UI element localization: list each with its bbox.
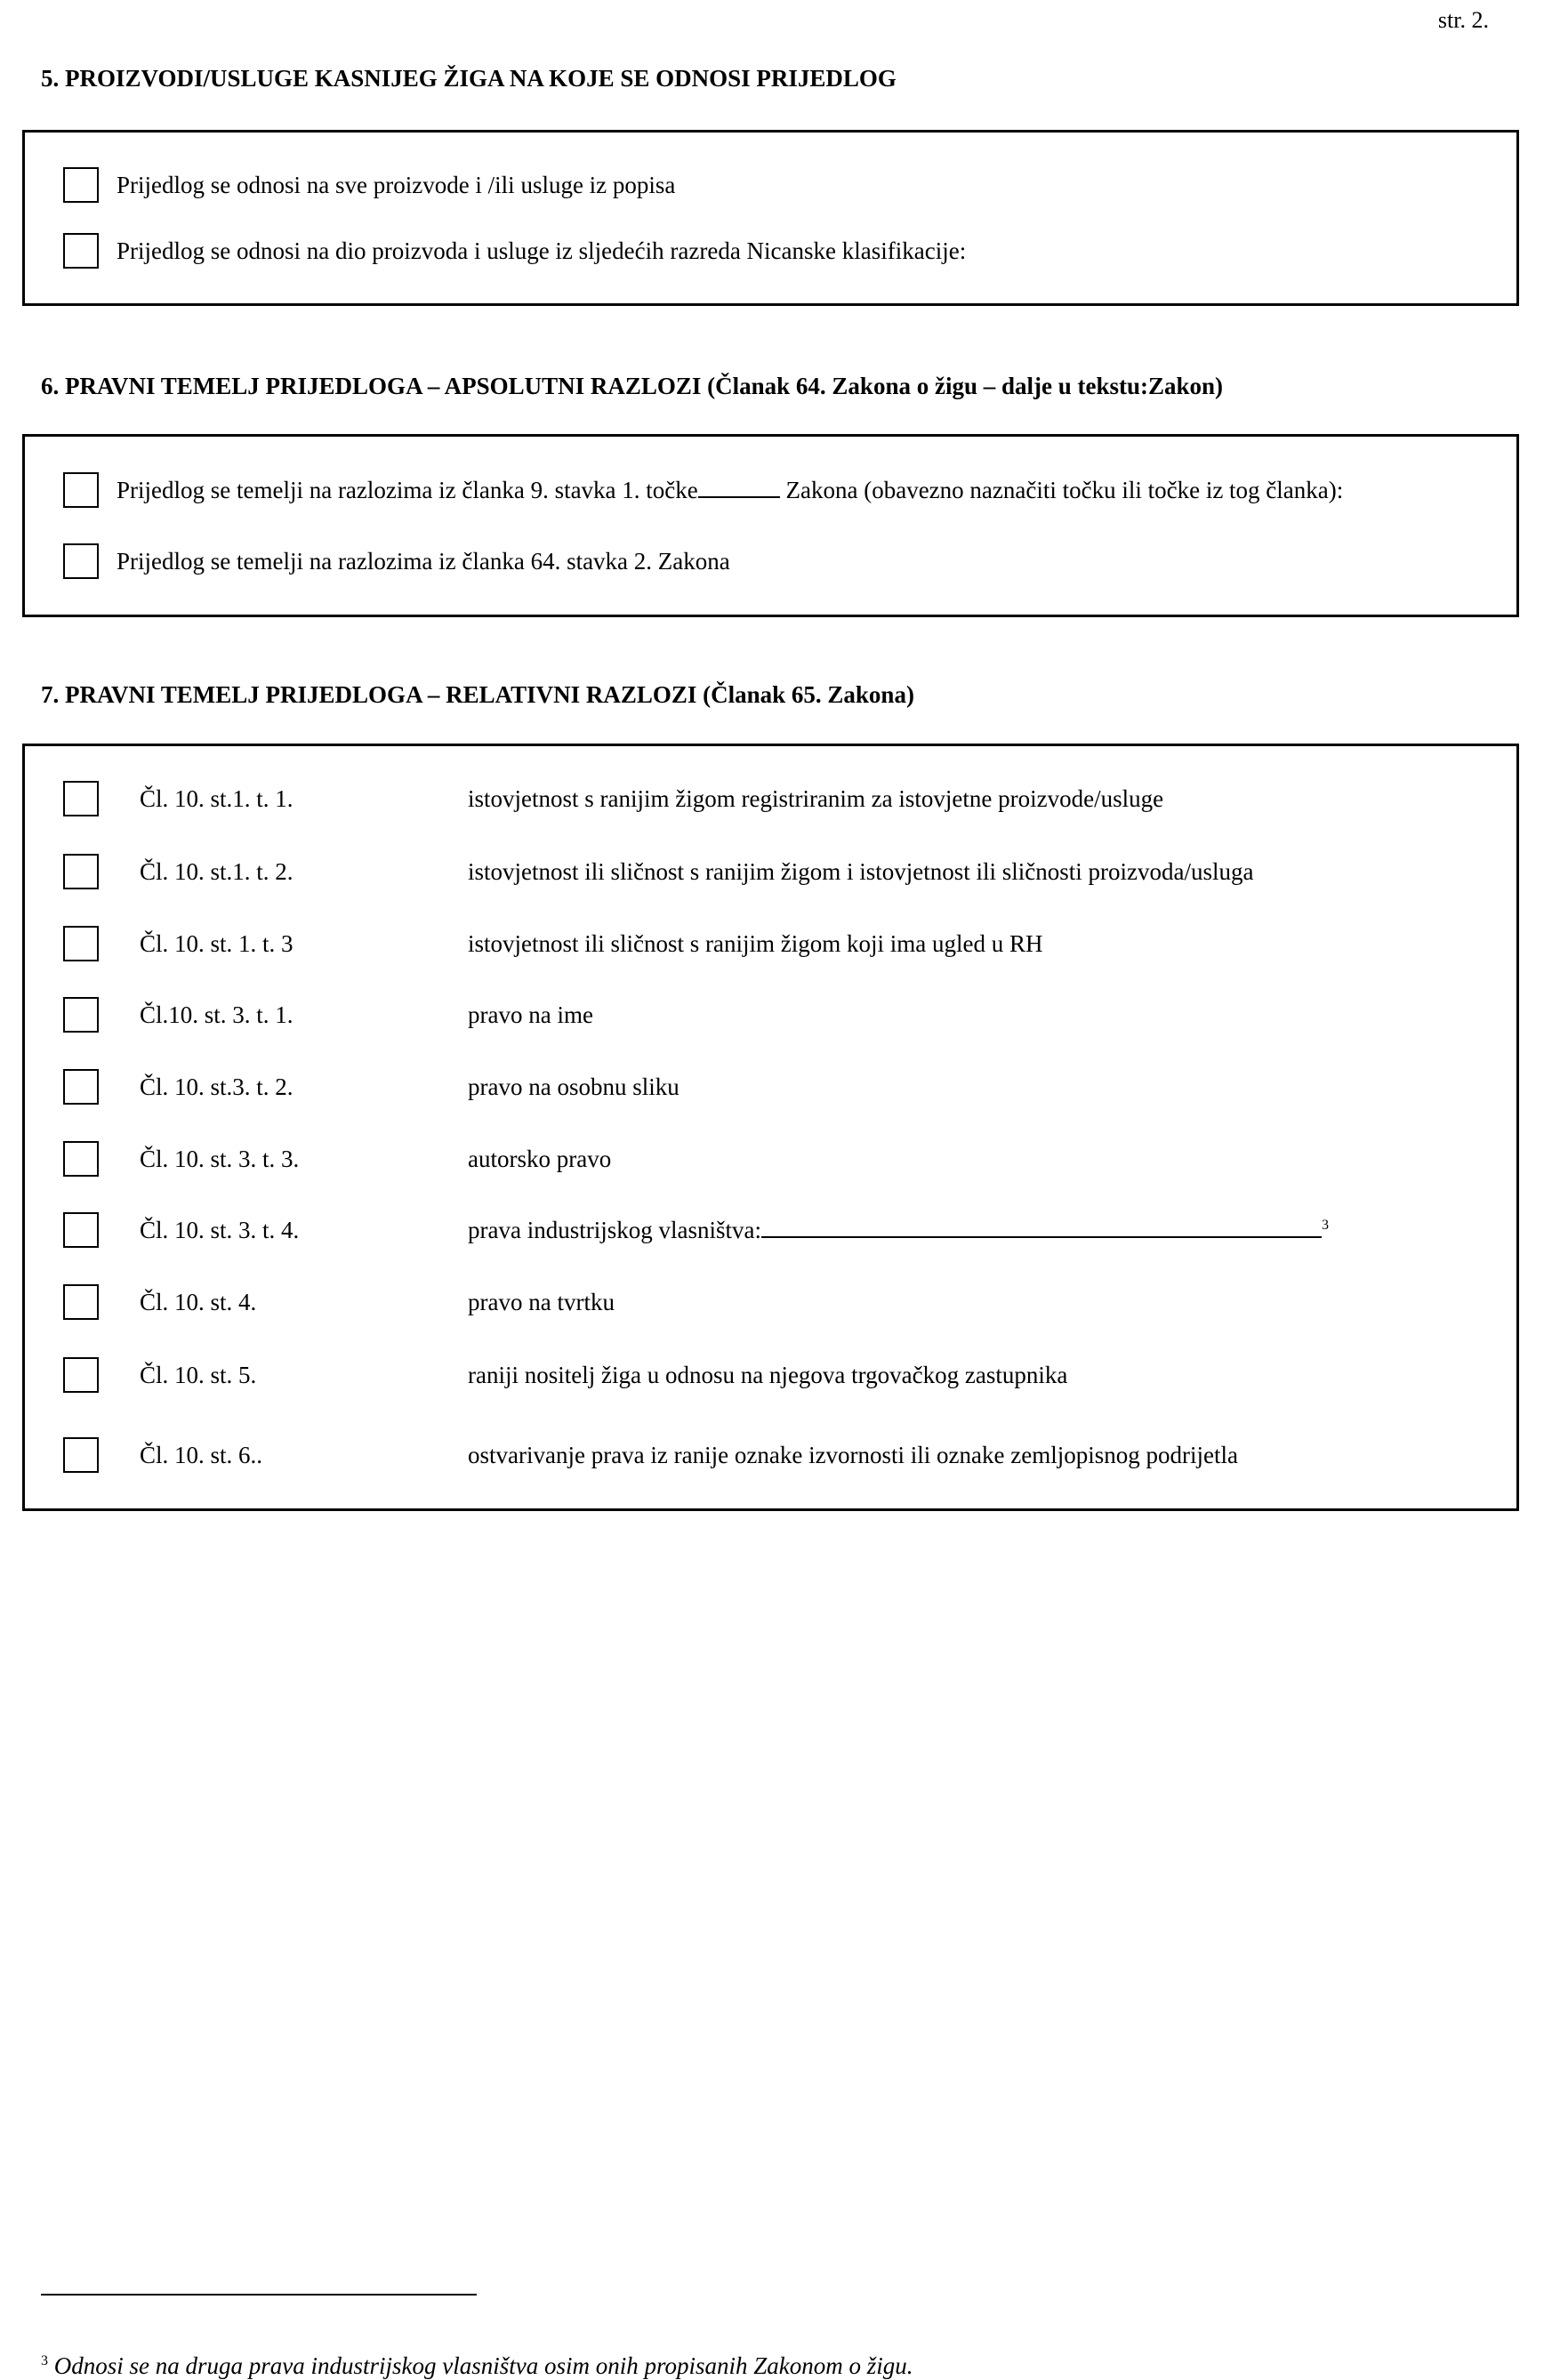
checkbox[interactable] xyxy=(63,167,99,203)
checkbox[interactable] xyxy=(63,233,99,269)
article-ref: Čl. 10. st. 4. xyxy=(140,1288,257,1315)
checkbox[interactable] xyxy=(63,926,99,961)
relative-ground-row xyxy=(63,1139,1516,1178)
article-ref: Čl. 10. st.1. t. 2. xyxy=(140,857,294,885)
relative-ground-row xyxy=(63,1067,1516,1106)
option-label: Prijedlog se odnosi na dio proizvoda i usluge iz sljedećih razreda Nicanske klasifikacije: xyxy=(117,237,967,264)
ground-desc: pravo na osobnu sliku xyxy=(468,1073,680,1100)
relative-ground-row xyxy=(63,1210,1516,1250)
checkbox[interactable] xyxy=(63,781,99,816)
section7-heading: 7. PRAVNI TEMELJ PRIJEDLOGA – RELATIVNI RAZLOZI (Članak 65. Zakona) xyxy=(41,681,914,708)
article-ref: Čl. 10. st.1. t. 1. xyxy=(140,784,294,812)
checkbox[interactable] xyxy=(63,472,99,508)
section6-option-article64 xyxy=(63,542,1516,581)
footnote-number: 3 xyxy=(41,2353,48,2368)
checkbox[interactable] xyxy=(63,997,99,1033)
footnote-separator xyxy=(41,2294,477,2296)
article-ref: Čl. 10. st. 3. t. 3. xyxy=(140,1145,300,1172)
section7-box xyxy=(22,744,1519,1511)
section6-box xyxy=(22,434,1519,617)
relative-ground-row xyxy=(63,995,1516,1034)
ground-desc: raniji nositelj žiga u odnosu na njegova trgovačkog zastupnika xyxy=(468,1361,1068,1388)
ground-desc: ostvarivanje prava iz ranije oznake izvornosti ili oznake zemljopisnog podrijetla xyxy=(468,1441,1238,1468)
option-label: Prijedlog se temelji na razlozima iz članka 9. stavka 1. točke xyxy=(117,476,698,503)
section5-heading: 5. PROIZVODI/USLUGE KASNIJEG ŽIGA NA KOJE SE ODNOSI PRIJEDLOG xyxy=(41,65,897,92)
article-ref: Čl. 10. st. 6.. xyxy=(140,1441,263,1468)
checkbox[interactable] xyxy=(63,854,99,889)
article-ref: Čl. 10. st. 3. t. 4. xyxy=(140,1216,300,1243)
option-label: Prijedlog se odnosi na sve proizvode i /ili usluge iz popisa xyxy=(117,171,676,198)
checkbox[interactable] xyxy=(63,1437,99,1473)
checkbox[interactable] xyxy=(63,1357,99,1393)
checkbox[interactable] xyxy=(63,1284,99,1320)
section5-option-partial xyxy=(63,231,1516,270)
ground-desc: istovjetnost ili sličnost s ranijim žigom i istovjetnost ili sličnosti proizvoda/usluga xyxy=(468,857,1254,885)
ground-desc: prava industrijskog vlasništva: xyxy=(468,1216,761,1243)
footnote xyxy=(41,2352,913,2380)
relative-ground-row xyxy=(63,852,1516,891)
article-ref: Čl. 10. st.3. t. 2. xyxy=(140,1073,294,1100)
relative-ground-row xyxy=(63,1282,1516,1322)
checkbox[interactable] xyxy=(63,1069,99,1105)
page-number: str. 2. xyxy=(1437,7,1489,33)
checkbox[interactable] xyxy=(63,543,99,579)
point-blank-field[interactable] xyxy=(698,477,780,498)
option-label-cont: Zakona (obavezno naznačiti točku ili točke iz tog članka): xyxy=(779,476,1344,503)
section6-heading: 6. PRAVNI TEMELJ PRIJEDLOGA – APSOLUTNI RAZLOZI (Članak 64. Zakona o žigu – dalje u tekstu:Zakon) xyxy=(41,373,1223,399)
footnote-text: Odnosi se na druga prava industrijskog vlasništva osim onih propisanih Zakonom o žigu. xyxy=(53,2352,913,2379)
ground-desc: istovjetnost ili sličnost s ranijim žigom koji ima ugled u RH xyxy=(468,929,1043,957)
section5-box xyxy=(22,130,1519,306)
ground-desc: istovjetnost s ranijim žigom registriranim za istovjetne proizvode/usluge xyxy=(468,784,1164,812)
checkbox[interactable] xyxy=(63,1141,99,1177)
option-label: Prijedlog se temelji na razlozima iz članka 64. stavka 2. Zakona xyxy=(117,547,730,575)
ground-desc: pravo na ime xyxy=(468,1001,593,1028)
article-ref: Čl.10. st. 3. t. 1. xyxy=(140,1001,294,1028)
ground-desc: pravo na tvrtku xyxy=(468,1288,615,1315)
footnote-ref: 3 xyxy=(1321,1217,1329,1233)
relative-ground-row xyxy=(63,1355,1516,1395)
section6-option-article9 xyxy=(63,470,1516,510)
article-ref: Čl. 10. st. 5. xyxy=(140,1361,257,1388)
checkbox[interactable] xyxy=(63,1212,99,1248)
relative-ground-row xyxy=(63,779,1516,818)
relative-ground-row xyxy=(63,1435,1516,1475)
relative-ground-row xyxy=(63,924,1516,963)
section5-option-all xyxy=(63,165,1516,205)
industrial-property-field[interactable] xyxy=(761,1217,1322,1238)
article-ref: Čl. 10. st. 1. t. 3 xyxy=(140,929,294,957)
ground-desc: autorsko pravo xyxy=(468,1145,612,1172)
